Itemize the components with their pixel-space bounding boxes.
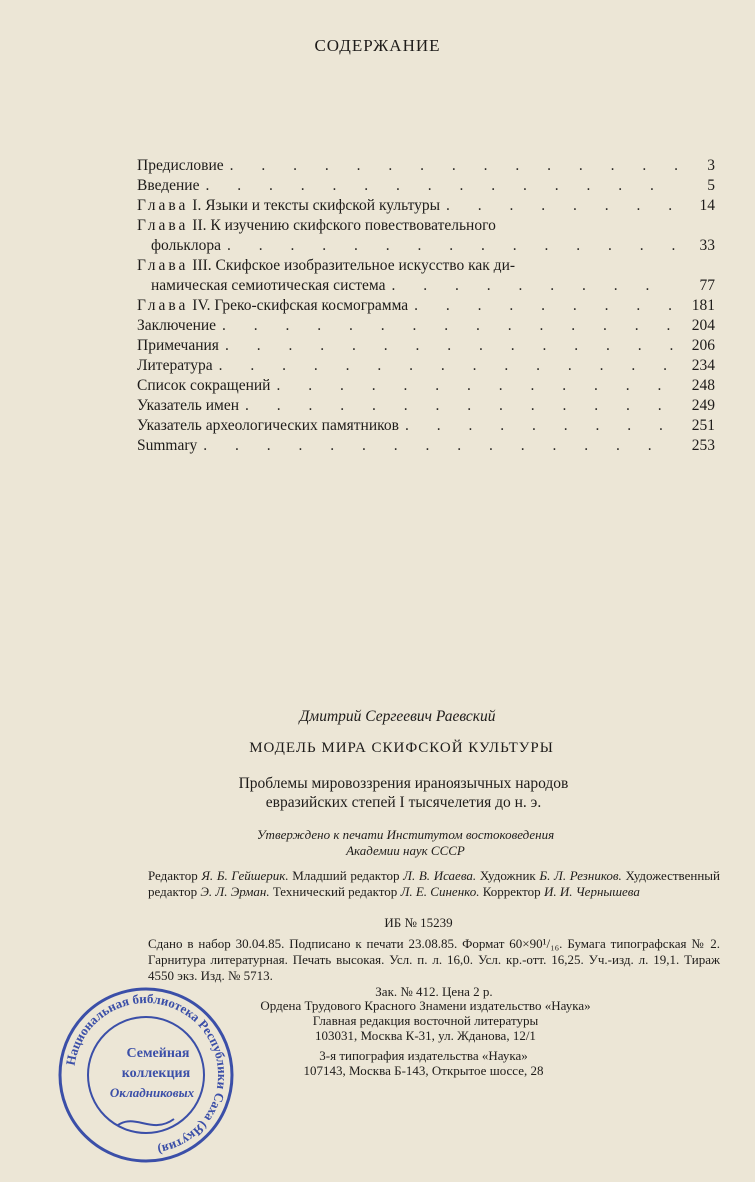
toc-entry <box>137 196 715 216</box>
toc-entry <box>137 356 715 376</box>
toc-entry <box>137 436 715 456</box>
toc-entry <box>137 176 715 196</box>
toc-entry <box>137 156 715 176</box>
toc-leader-dots <box>391 276 677 296</box>
stamp-inner-line: коллекция <box>121 1066 191 1081</box>
stamp-signature-flourish <box>118 1119 174 1125</box>
subtitle-line: Проблемы мировоззрения ираноязычных народов <box>238 775 569 792</box>
toc-entry-page: 206 <box>691 337 715 354</box>
toc-leader-dots <box>446 196 677 216</box>
toc-entry-label: Указатель имен <box>137 397 239 414</box>
credit-person: Л. В. Исаева. <box>403 868 477 883</box>
approval-line: Академии наук СССР <box>346 843 465 858</box>
credit-person: Я. Б. Гейшерик. <box>201 868 289 883</box>
printing-house-line: 3-я типография издательства «Наука» <box>319 1048 528 1063</box>
credit-role: Художник <box>476 868 540 883</box>
stamp-outer-text-path: Национальная библиотека Республики Саха (Якутия) <box>62 990 231 1158</box>
toc-entry-label: Предисловие <box>137 157 224 174</box>
toc-entry-page: 77 <box>699 277 715 294</box>
toc-leader-dots <box>405 416 677 436</box>
toc-entry-page: 14 <box>699 197 715 214</box>
toc-entry-page: 181 <box>691 297 715 314</box>
toc-entry <box>137 376 715 396</box>
toc-entry-page: 253 <box>691 437 715 454</box>
toc-entry <box>137 396 715 416</box>
toc-entry-label: Введение <box>137 177 200 194</box>
toc-entry-label-continued: фольклора <box>151 237 222 254</box>
toc-entry-label-continued: намическая семиотическая система <box>151 277 386 294</box>
stamp-inner-line: Окладниковых <box>109 1085 195 1100</box>
credit-role: Технический редактор <box>269 884 401 899</box>
toc-leader-dots <box>203 436 677 456</box>
chapter-title: II. К изучению скифского повествовательного <box>192 217 496 234</box>
chapter-title: I. Языки и тексты скифской культуры <box>192 197 441 214</box>
toc-entry-label <box>137 216 496 236</box>
credit-person: Б. Л. Резников. <box>539 868 622 883</box>
editors-credits <box>148 868 720 900</box>
toc-entry <box>137 216 715 256</box>
chapter-prefix: Глава <box>137 297 189 314</box>
credit-role: Художественный редактор <box>148 868 720 899</box>
toc-entry-label: Summary <box>137 437 198 454</box>
toc-entry-label <box>137 256 515 276</box>
chapter-prefix: Глава <box>137 257 189 274</box>
toc-leader-dots <box>222 316 677 336</box>
library-stamp <box>56 985 236 1165</box>
toc-title: СОДЕРЖАНИЕ <box>314 36 441 55</box>
book-subtitle <box>0 774 755 812</box>
chapter-title: III. Скифское изобразительное искусство как ди- <box>192 257 516 274</box>
book-title: МОДЕЛЬ МИРА СКИФСКОЙ КУЛЬТУРЫ <box>249 740 554 756</box>
toc-entry-page: 33 <box>699 237 715 254</box>
toc-entry-page: 5 <box>707 177 715 194</box>
credit-person: Л. Е. Синенко. <box>400 884 480 899</box>
chapter-prefix: Глава <box>137 217 189 234</box>
publisher-line: 103031, Москва К-31, ул. Жданова, 12/1 <box>315 1028 536 1043</box>
printing-house-line: 107143, Москва Б-143, Открытое шоссе, 28 <box>303 1063 544 1078</box>
ib-number: ИБ № 15239 <box>384 915 453 930</box>
toc-leader-dots <box>225 336 677 356</box>
toc-entry-page: 251 <box>691 417 715 434</box>
credit-person: Э. Л. Эрман. <box>200 884 270 899</box>
toc-leader-dots <box>276 376 677 396</box>
toc-leader-dots <box>227 236 677 256</box>
credit-role: Младший редактор <box>288 868 404 883</box>
toc-entry-label: Примечания <box>137 337 219 354</box>
approval-line: Утверждено к печати Институтом востоковедения <box>256 827 555 842</box>
toc-leader-dots <box>245 396 677 416</box>
toc-leader-dots <box>414 296 677 316</box>
toc-entry <box>137 256 715 296</box>
credit-role: Редактор <box>148 868 202 883</box>
credit-role: Корректор <box>479 884 544 899</box>
toc-entry-label <box>137 196 440 216</box>
toc-entry-label: Список сокращений <box>137 377 271 394</box>
toc-entry-page: 248 <box>691 377 715 394</box>
toc-leader-dots <box>230 156 677 176</box>
toc-entry-page: 234 <box>691 357 715 374</box>
toc-entry-label: Указатель археологических памятников <box>137 417 399 434</box>
author-name: Дмитрий Сергеевич Раевский <box>299 708 496 725</box>
toc-entry-label: Заключение <box>137 317 217 334</box>
toc-entry-page: 3 <box>707 157 715 174</box>
stamp-inner-line: Семейная <box>126 1046 190 1061</box>
chapter-prefix: Глава <box>137 197 189 214</box>
order-price: Зак. № 412. Цена 2 р. <box>375 984 493 999</box>
subtitle-line: евразийских степей I тысячелетия до н. э. <box>265 794 542 811</box>
toc-entry-label <box>137 296 408 316</box>
publisher-line: Главная редакция восточной литературы <box>312 1013 539 1028</box>
toc-leader-dots <box>219 356 677 376</box>
credit-person: И. И. Чернышева <box>543 884 640 899</box>
toc-entry <box>137 316 715 336</box>
table-of-contents <box>137 156 715 456</box>
toc-entry <box>137 336 715 356</box>
toc-entry-label: Литература <box>137 357 213 374</box>
chapter-title: IV. Греко-скифская космограмма <box>192 297 409 314</box>
toc-entry-page: 249 <box>691 397 715 414</box>
toc-entry <box>137 296 715 316</box>
toc-leader-dots <box>205 176 677 196</box>
toc-entry <box>137 416 715 436</box>
print-details-text: Сдано в набор 30.04.85. Подписано к печати 23.08.85. Формат 60×90¹/₁₆. Бумага типографская № 2. Гарнитура литературная. Печать высокая. Усл. п. л. 16,0. Усл. кр.-отт. 16,25. Уч.-изд. л. 19,1. Тираж 4550 экз. Изд. № 5713. <box>148 936 720 983</box>
toc-entry-page: 204 <box>691 317 715 334</box>
publisher-line: Ордена Трудового Красного Знамени издательство «Наука» <box>260 998 591 1013</box>
approval-note <box>0 827 755 859</box>
